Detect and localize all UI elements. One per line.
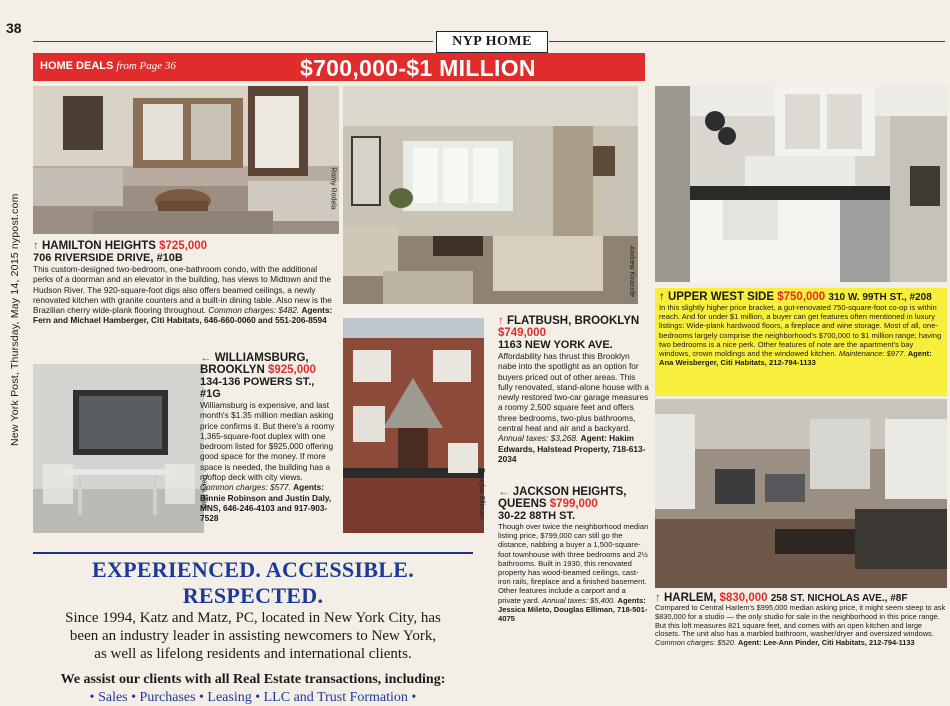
listing-uws-area: UPPER WEST SIDE (667, 291, 775, 303)
ad-services-list: • Sales • Purchases • Leasing • LLC and Trust Formation • (89, 690, 417, 705)
listing-flatbush-agents: Agent: Hakim Edwards, Halstead Property, 718-613-2034 (498, 433, 646, 464)
listing-jackson-price: $799,000 (549, 498, 598, 510)
masthead-rule-right (549, 41, 945, 42)
listing-harlem-address: 258 ST. NICHOLAS AVE., #8F (770, 593, 908, 604)
listing-uws-body (659, 303, 943, 367)
listing-hamilton-price: $725,000 (159, 240, 208, 252)
photo-harlem-loft (655, 399, 947, 588)
listing-williamsburg-price: $925,000 (267, 364, 316, 376)
photo-jackson-heights-house (343, 318, 484, 533)
listing-williamsburg-body (200, 400, 338, 524)
listing-flatbush-charges: Annual taxes: $3,268. (498, 433, 579, 444)
listing-williamsburg-address: 134-136 POWERS ST., #1G (200, 376, 315, 400)
listing-hamilton-address: 706 RIVERSIDE DRIVE, #10B (33, 252, 183, 264)
side-publication-line: New York Post, Thursday, May 14, 2015 nypost.com (9, 193, 21, 446)
listing-flatbush-desc: Affordability has thrust this Brooklyn nabe into the spotlight as an option for buyers priced out of other areas. This fully renovated, stand-alone house with a newly restored two-car garage measures a roomy 2,500 square feet and offers three bedrooms, two-plus bathrooms, central heat and air and a backyard. (498, 351, 649, 434)
listing-williamsburg-desc: Williamsburg is expensive, and last month's $1.35 million median asking price confirms it. But there's a roomy 1,365-square-foot duplex with one bedroom listed for $925,000 offering good space for the money. If more space is needed, the building has a rooftop deck with city views. (200, 400, 335, 483)
banner-tag-from: from Page 36 (116, 60, 176, 72)
listing-hamilton-agents: Agents: Fern and Michael Hamberger, Citi Habitats, 646-660-0060 and 551-206-8594 (33, 305, 333, 326)
photo-hamilton-living-room (33, 86, 339, 234)
katz-matz-advertisement (33, 552, 473, 705)
photo-credit-douglas: Douglas Elliman (477, 468, 485, 519)
arrow-up-icon: ↑ (659, 291, 665, 303)
banner-tag (40, 60, 176, 72)
listing-harlem-charges: Common charges: $520. (655, 638, 736, 648)
photo-uws-kitchen (655, 86, 947, 282)
listing-uws (655, 288, 947, 396)
listing-flatbush (498, 315, 650, 464)
listing-flatbush-body (498, 351, 650, 464)
listing-williamsburg-charges: Common charges: $577. (200, 482, 291, 493)
listing-jackson-address: 30-22 88TH ST. (498, 510, 576, 522)
listing-uws-agents: Agent: Ana Weisberger, Citi Habitats, 212-794-1133 (659, 349, 932, 368)
listing-flatbush-address: 1163 NEW YORK AVE. (498, 339, 613, 351)
listing-hamilton-body (33, 264, 339, 326)
ad-line-3: as well as lifelong residents and international clients. (94, 646, 412, 662)
listing-jackson-charges: Annual taxes: $5,400. (541, 595, 616, 605)
ad-line-2: been an industry leader in assisting newcomers to New York, (69, 628, 437, 644)
photo-credit-romy: Romy Rodela (329, 167, 337, 210)
listing-williamsburg-area: WILLIAMSBURG, BROOKLYN (200, 352, 309, 376)
listing-hamilton-area: HAMILTON HEIGHTS (41, 240, 156, 252)
listing-uws-header (659, 291, 943, 303)
listing-flatbush-header (498, 315, 650, 339)
listing-uws-desc: In this slightly higher price bracket, a gut-renovated 750-square-foot co-op is within reach. And for under $1 million, a buyer can get features often mentioned in luxury listings: Wide-plank hardwood floors, a fireplace and wine storage. Most of all, one-bedrooms largely comprise the neighborhood's $700,000 to $1 million range; having two bedrooms is a nice perk. Other features of note are the apartment's bay windows, crown moldings and the windowed kitchen. (659, 303, 942, 359)
listing-jackson-desc: Though over twice the neighborhood median listing price, $799,000 can still go the distance, nabbing a buyer a 1,500-square-foot townhouse with three bedrooms and 2½ bathrooms. Built in 1930, this renovated property has wood-beamed ceilings, cast-iron rails, fireplace and a finished basement. Other features include a carport and a private yard. (498, 522, 649, 605)
arrow-left-icon: ← (200, 352, 212, 364)
listing-jackson-agents: Agents: Jessica Mileto, Douglas Elliman, 718-501-4075 (498, 595, 648, 624)
listing-hamilton-desc: This custom-designed two-bedroom, one-bathroom condo, with the additional perks of a doorman and an elevator in the building, has views to Midtown and the Hudson River. The 920-square-foot digs also offers beamed ceilings, a newly renovated kitchen with granite counters and a built-in dining table. Also new is the Brazilian cherry wide-plank flooring throughout. (33, 264, 332, 316)
listing-jackson-area: JACKSON HEIGHTS, QUEENS (498, 486, 627, 510)
listing-harlem-body (655, 604, 947, 648)
photo-credit-andrew: Andrew Kiracofe (628, 245, 636, 298)
listing-uws-price: $750,000 (777, 291, 826, 303)
banner-title: $700,000-$1 MILLION (300, 55, 536, 81)
listing-flatbush-price: $749,000 (498, 327, 546, 339)
masthead-rule-left (33, 41, 433, 42)
listing-uws-charges: Maintenance: $977. (838, 349, 906, 359)
ad-services-heading: We assist our clients with all Real Estate transactions, including: (60, 672, 446, 687)
listing-hamilton-header (33, 240, 339, 252)
listing-harlem-agents: Agent: Lee-Ann Pinder, Citi Habitats, 212-794-1133 (738, 638, 915, 648)
listing-harlem-desc: Compared to Central Harlem's $995,000 median asking price, it might seem steep to ask $830,000 for a studio — the only studio for sale in the neighborhood in this price range. But this loft measures 821 square feet, and comes with an open kitchen and large closets. The unit also has a marbled bathroom, washer/dryer and oversized windows. (655, 603, 946, 639)
listing-jackson (498, 486, 650, 623)
listing-williamsburg-header (200, 352, 338, 376)
listing-hamilton (33, 240, 339, 326)
listing-harlem-area: HARLEM, (663, 592, 717, 604)
listing-harlem-price: $830,000 (719, 592, 768, 604)
arrow-left-icon: ← (498, 486, 510, 498)
ad-line-1: Since 1994, Katz and Matz, PC, located in New York City, has (65, 610, 441, 626)
banner-tag-label: HOME DEALS (40, 60, 114, 72)
listing-harlem (655, 592, 947, 648)
photo-flatbush-living-room (343, 86, 638, 304)
listing-williamsburg (200, 352, 338, 524)
photo-williamsburg-dining (33, 364, 204, 533)
listing-jackson-header (498, 486, 650, 510)
listing-uws-address: 310 W. 99TH ST., #208 (828, 292, 932, 303)
ad-title: EXPERIENCED. ACCESSIBLE. RESPECTED. (91, 557, 414, 608)
section-masthead: NYP HOME (436, 31, 548, 53)
listing-williamsburg-agents: Agents: Binnie Robinson and Justin Daly, MNS, 646-246-4103 and 917-903-7528 (200, 482, 332, 524)
arrow-up-icon: ↑ (655, 592, 661, 604)
arrow-up-icon: ↑ (33, 240, 39, 252)
listing-jackson-body (498, 522, 650, 623)
page-number: 38 (6, 20, 22, 36)
listing-hamilton-charges: Common charges: $482. (208, 305, 300, 316)
photo-credit-travis: Travis Mark (200, 473, 208, 510)
arrow-up-icon: ↑ (498, 315, 504, 327)
listing-flatbush-area: FLATBUSH, BROOKLYN (506, 315, 640, 327)
